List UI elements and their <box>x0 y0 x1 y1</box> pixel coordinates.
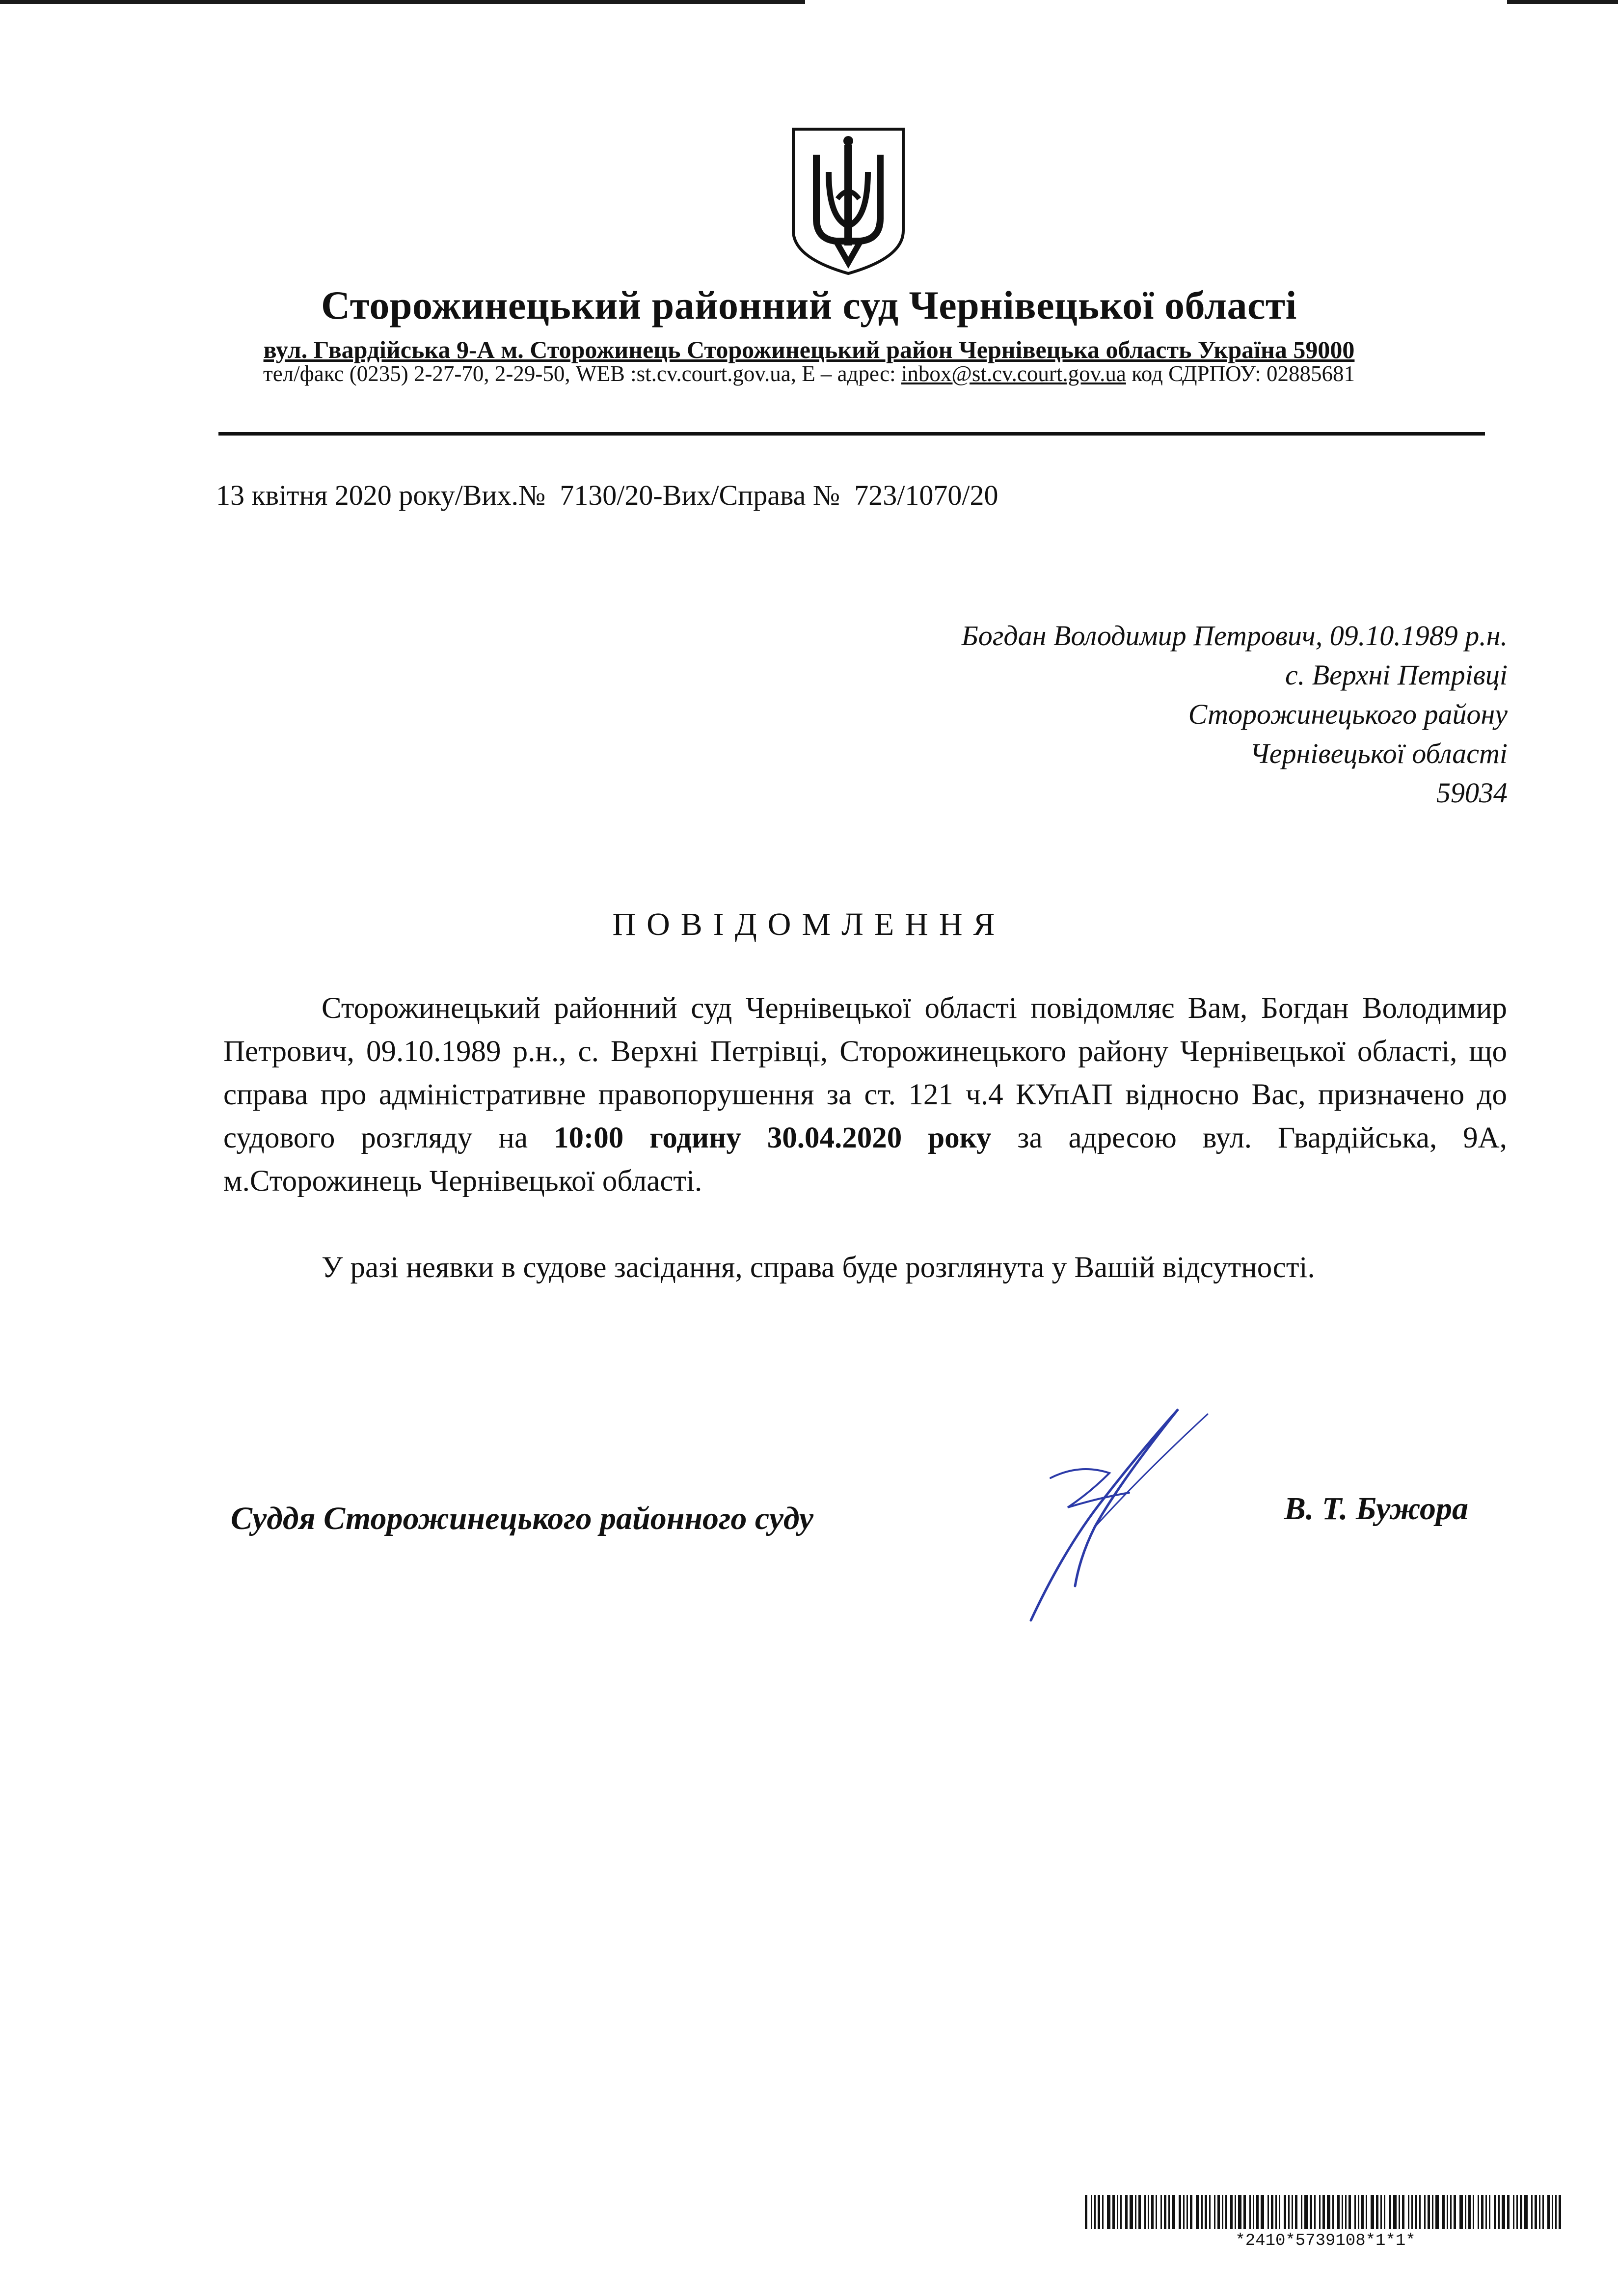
barcode <box>1085 2195 1566 2229</box>
judge-name: В. Т. Бужора <box>1284 1491 1468 1527</box>
handwritten-signature <box>1021 1399 1247 1625</box>
recipient-line: Сторожинецького району <box>1188 698 1508 730</box>
outgoing-number-line: 13 квітня 2020 року/Вих.№ 7130/20-Вих/Справа № 723/1070/20 <box>216 479 998 511</box>
scan-edge-left <box>0 0 805 4</box>
notice-paragraph-1 <box>223 987 1507 1203</box>
court-address: вул. Гвардійська 9-А м. Сторожинець Сторожинецький район Чернівецька область Україна 59000 <box>263 336 1355 363</box>
recipient-block <box>962 616 1508 813</box>
header-divider <box>218 432 1485 436</box>
recipient-line: 59034 <box>1436 777 1508 809</box>
paragraph-text: за адресою вул. Гвардійська, 9А, м.Сторожинець Чернівецької області. <box>223 1121 1507 1198</box>
scan-edge-right <box>1507 0 1618 4</box>
recipient-line: с. Верхні Петрівці <box>1285 659 1508 691</box>
recipient-line: Чернівецької області <box>1249 738 1508 769</box>
notice-body <box>223 987 1507 1289</box>
barcode-number: *2410*5739108*1*1* <box>1235 2232 1416 2250</box>
contacts-prefix: тел/факс (0235) 2-27-70, 2-29-50, WEB :st.cv.court.gov.ua, E – адрес: <box>263 361 901 386</box>
court-name: Сторожинецький районний суд Чернівецької області <box>321 283 1297 328</box>
notice-paragraph-2: У разі неявки в судове засідання, справа буде розглянута у Вашій відсутності. <box>322 1251 1315 1284</box>
court-email-link[interactable]: inbox@st.cv.court.gov.ua <box>901 361 1126 386</box>
coat-of-arms-icon <box>789 125 907 277</box>
contacts-suffix: код СДРПОУ: 02885681 <box>1126 361 1355 386</box>
recipient-line: Богдан Володимир Петрович, 09.10.1989 р.н. <box>961 620 1508 652</box>
hearing-datetime: 10:00 годину 30.04.2020 року <box>553 1121 992 1154</box>
paragraph-text: Сторожинецький районний суд Чернівецької області повідомляє Вам, Богдан Володимир Петрович, 09.10.1989 р.н., с. Верхні Петрівці, Сторожинецького району Чернівецької області, що справа про адміністративне правопорушення за ст. 121 ч.4 КУпАП відносно Вас, призначено до судового розгляду на <box>223 992 1507 1154</box>
document-title: ПОВІДОМЛЕННЯ <box>612 906 1006 942</box>
judge-title: Суддя Сторожинецького районного суду <box>231 1501 814 1536</box>
court-contacts <box>0 361 1618 386</box>
